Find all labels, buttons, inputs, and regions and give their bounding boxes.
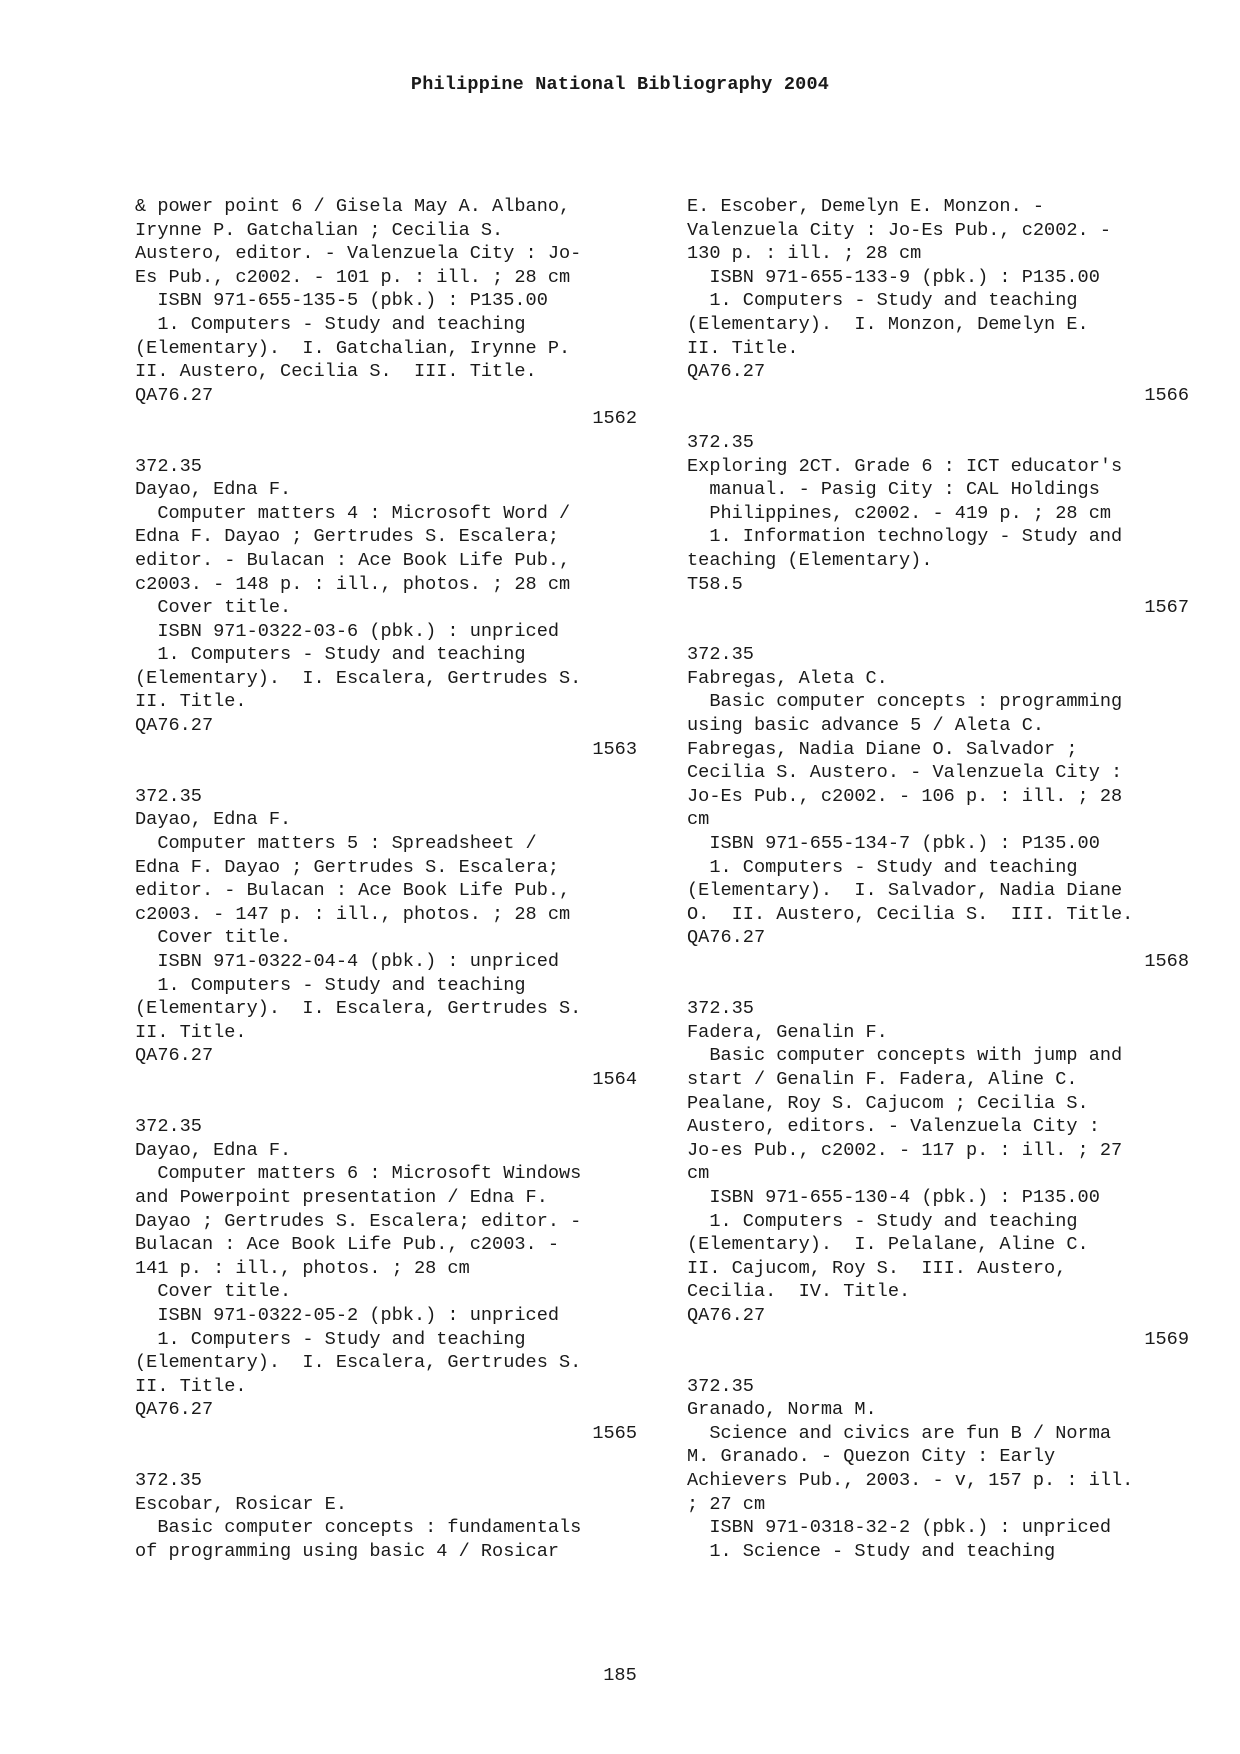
- entry-line: (Elementary). I. Escalera, Gertrudes S.: [135, 1352, 582, 1374]
- entry-line: manual. - Pasig City : CAL Holdings: [687, 479, 1100, 501]
- right-column: [687, 195, 1217, 1563]
- entry-line: Austero, editors. - Valenzuela City :: [687, 1116, 1100, 1138]
- entry-line: Philippines, c2002. - 419 p. ; 28 cm: [687, 502, 1112, 524]
- blank-line: [687, 1351, 1217, 1375]
- entry-line: Computer matters 5 : Spreadsheet /: [135, 833, 537, 855]
- entry-line: T58.5: [687, 573, 743, 595]
- entry-number: 1567: [1144, 597, 1189, 619]
- entry-line: QA76.27: [687, 1304, 766, 1326]
- entry-line: QA76.27: [135, 384, 214, 406]
- entry-number: 1566: [1144, 384, 1189, 406]
- entry-line: 372.35: [135, 785, 202, 807]
- entry-line: ISBN 971-655-134-7 (pbk.) : P135.00: [687, 833, 1100, 855]
- entry-line: 1. Computers - Study and teaching: [135, 974, 526, 996]
- entry-line: E. Escober, Demelyn E. Monzon. -: [687, 196, 1045, 217]
- entry-line: 372.35: [687, 644, 754, 666]
- entry-line: Dayao, Edna F.: [135, 809, 292, 831]
- entry-line: (Elementary). I. Salvador, Nadia Diane: [687, 880, 1123, 902]
- entry-line: of programming using basic 4 / Rosicar: [135, 1540, 560, 1562]
- entry-line: Jo-es Pub., c2002. - 117 p. : ill. ; 27: [687, 1139, 1123, 1161]
- entry-line: Austero, editor. - Valenzuela City : Jo-: [135, 243, 582, 265]
- entry-line: and Powerpoint presentation / Edna F.: [135, 1186, 548, 1208]
- entry-line: QA76.27: [135, 1399, 214, 1421]
- blank-line: [687, 407, 1217, 431]
- entry-line: II. Title.: [135, 691, 247, 713]
- entry-line: Jo-Es Pub., c2002. - 106 p. : ill. ; 28: [687, 785, 1123, 807]
- entry-line: cm: [687, 1163, 710, 1185]
- entry-line: QA76.27: [135, 715, 214, 737]
- entry-line: ; 27 cm: [687, 1493, 766, 1515]
- entry-line: (Elementary). I. Escalera, Gertrudes S.: [135, 998, 582, 1020]
- entry-line: Fabregas, Aleta C.: [687, 667, 888, 689]
- entry-line: 372.35: [135, 455, 202, 477]
- entry-line: Cover title.: [135, 927, 292, 949]
- entry-line: ISBN 971-655-133-9 (pbk.) : P135.00: [687, 266, 1100, 288]
- entry-line: Es Pub., c2002. - 101 p. : ill. ; 28 cm: [135, 266, 571, 288]
- entry-line: M. Granado. - Quezon City : Early: [687, 1446, 1056, 1468]
- entry-number: 1564: [592, 1068, 637, 1090]
- entry-line: using basic advance 5 / Aleta C.: [687, 715, 1045, 737]
- entry-line: Escobar, Rosicar E.: [135, 1493, 348, 1515]
- entry-line: 372.35: [135, 1470, 202, 1492]
- entry-line: c2003. - 148 p. : ill., photos. ; 28 cm: [135, 573, 571, 595]
- entry-line: & power point 6 / Gisela May A. Albano,: [135, 196, 571, 217]
- entry-line: 372.35: [687, 998, 754, 1020]
- entry-line: Valenzuela City : Jo-Es Pub., c2002. -: [687, 219, 1112, 241]
- entry-line: Dayao, Edna F.: [135, 1139, 292, 1161]
- entry-line: ISBN 971-655-135-5 (pbk.) : P135.00: [135, 290, 548, 312]
- entry-line: Edna F. Dayao ; Gertrudes S. Escalera;: [135, 526, 560, 548]
- entry-line: QA76.27: [687, 361, 766, 383]
- entry-line: O. II. Austero, Cecilia S. III. Title.: [687, 903, 1134, 925]
- entry-line: ISBN 971-655-130-4 (pbk.) : P135.00: [687, 1186, 1100, 1208]
- entry-line: ISBN 971-0318-32-2 (pbk.) : unpriced: [687, 1517, 1112, 1539]
- entry-line: ISBN 971-0322-05-2 (pbk.) : unpriced: [135, 1304, 560, 1326]
- page-number: 185: [603, 1665, 637, 1686]
- entry-line: QA76.27: [687, 927, 766, 949]
- entry-number: 1562: [592, 408, 637, 430]
- entry-line: II. Title.: [687, 337, 799, 359]
- entry-line: 130 p. : ill. ; 28 cm: [687, 243, 922, 265]
- entry-line: Cover title.: [135, 1281, 292, 1303]
- entry-line: 141 p. : ill., photos. ; 28 cm: [135, 1257, 470, 1279]
- entry-line: II. Title.: [135, 1021, 247, 1043]
- left-column: [135, 195, 665, 1563]
- blank-line: [687, 974, 1217, 998]
- blank-line: [135, 1092, 665, 1116]
- entry-line: 1. Computers - Study and teaching: [687, 1210, 1078, 1232]
- entry-line: Bulacan : Ace Book Life Pub., c2003. -: [135, 1234, 560, 1256]
- entry-number: 1568: [1144, 951, 1189, 972]
- entry-line: 1. Information technology - Study and: [687, 526, 1123, 548]
- entry-line: II. Austero, Cecilia S. III. Title.: [135, 361, 537, 383]
- entry-line: Basic computer concepts : fundamentals: [135, 1517, 582, 1539]
- entry-line: Science and civics are fun B / Norma: [687, 1422, 1112, 1444]
- entry-line: Dayao ; Gertrudes S. Escalera; editor. -: [135, 1210, 582, 1232]
- entry-line: 1. Computers - Study and teaching: [135, 1328, 526, 1350]
- entry-line: c2003. - 147 p. : ill., photos. ; 28 cm: [135, 903, 571, 925]
- entry-line: 1. Computers - Study and teaching: [135, 644, 526, 666]
- entry-line: Cover title.: [135, 597, 292, 619]
- entry-line: 1. Computers - Study and teaching: [687, 290, 1078, 312]
- entry-number: 1563: [592, 738, 637, 760]
- entry-line: 372.35: [687, 431, 754, 453]
- entry-line: Basic computer concepts : programming: [687, 691, 1123, 713]
- entry-line: (Elementary). I. Gatchalian, Irynne P.: [135, 337, 571, 359]
- entry-line: 1. Computers - Study and teaching: [687, 856, 1078, 878]
- entry-line: (Elementary). I. Monzon, Demelyn E.: [687, 313, 1089, 335]
- entry-line: editor. - Bulacan : Ace Book Life Pub.,: [135, 880, 571, 902]
- entry-number: 1565: [592, 1422, 637, 1444]
- entry-line: Cecilia. IV. Title.: [687, 1281, 911, 1303]
- entry-line: teaching (Elementary).: [687, 549, 933, 571]
- entry-line: Achievers Pub., 2003. - v, 157 p. : ill.: [687, 1470, 1134, 1492]
- entry-line: Pealane, Roy S. Cajucom ; Cecilia S.: [687, 1092, 1089, 1114]
- entry-line: start / Genalin F. Fadera, Aline C.: [687, 1068, 1078, 1090]
- blank-line: [135, 431, 665, 455]
- entry-line: ISBN 971-0322-04-4 (pbk.) : unpriced: [135, 951, 560, 972]
- entry-line: cm: [687, 809, 710, 831]
- entry-line: editor. - Bulacan : Ace Book Life Pub.,: [135, 549, 571, 571]
- entry-line: Edna F. Dayao ; Gertrudes S. Escalera;: [135, 856, 560, 878]
- entry-line: Computer matters 6 : Microsoft Windows: [135, 1163, 582, 1185]
- entry-line: Irynne P. Gatchalian ; Cecilia S.: [135, 219, 504, 241]
- entry-line: QA76.27: [135, 1045, 214, 1067]
- blank-line: [687, 620, 1217, 644]
- entry-line: Fadera, Genalin F.: [687, 1021, 888, 1043]
- entry-line: Fabregas, Nadia Diane O. Salvador ;: [687, 738, 1078, 760]
- entry-line: Computer matters 4 : Microsoft Word /: [135, 502, 571, 524]
- entry-line: (Elementary). I. Pelalane, Aline C.: [687, 1234, 1089, 1256]
- entry-line: Dayao, Edna F.: [135, 479, 292, 501]
- running-header: Philippine National Bibliography 2004: [410, 74, 830, 95]
- entry-line: 372.35: [687, 1375, 754, 1397]
- entry-line: Exploring 2CT. Grade 6 : ICT educator's: [687, 455, 1123, 477]
- entry-line: II. Cajucom, Roy S. III. Austero,: [687, 1257, 1067, 1279]
- entry-line: 1. Computers - Study and teaching: [135, 313, 526, 335]
- entry-line: Basic computer concepts with jump and: [687, 1045, 1123, 1067]
- entry-line: 372.35: [135, 1116, 202, 1138]
- entry-number: 1569: [1144, 1328, 1189, 1350]
- entry-line: (Elementary). I. Escalera, Gertrudes S.: [135, 667, 582, 689]
- entry-line: ISBN 971-0322-03-6 (pbk.) : unpriced: [135, 620, 560, 642]
- entry-line: Granado, Norma M.: [687, 1399, 877, 1421]
- entry-line: II. Title.: [135, 1375, 247, 1397]
- entry-line: Cecilia S. Austero. - Valenzuela City :: [687, 762, 1123, 784]
- entry-line: 1. Science - Study and teaching: [687, 1540, 1056, 1562]
- blank-line: [135, 1445, 665, 1469]
- blank-line: [135, 761, 665, 785]
